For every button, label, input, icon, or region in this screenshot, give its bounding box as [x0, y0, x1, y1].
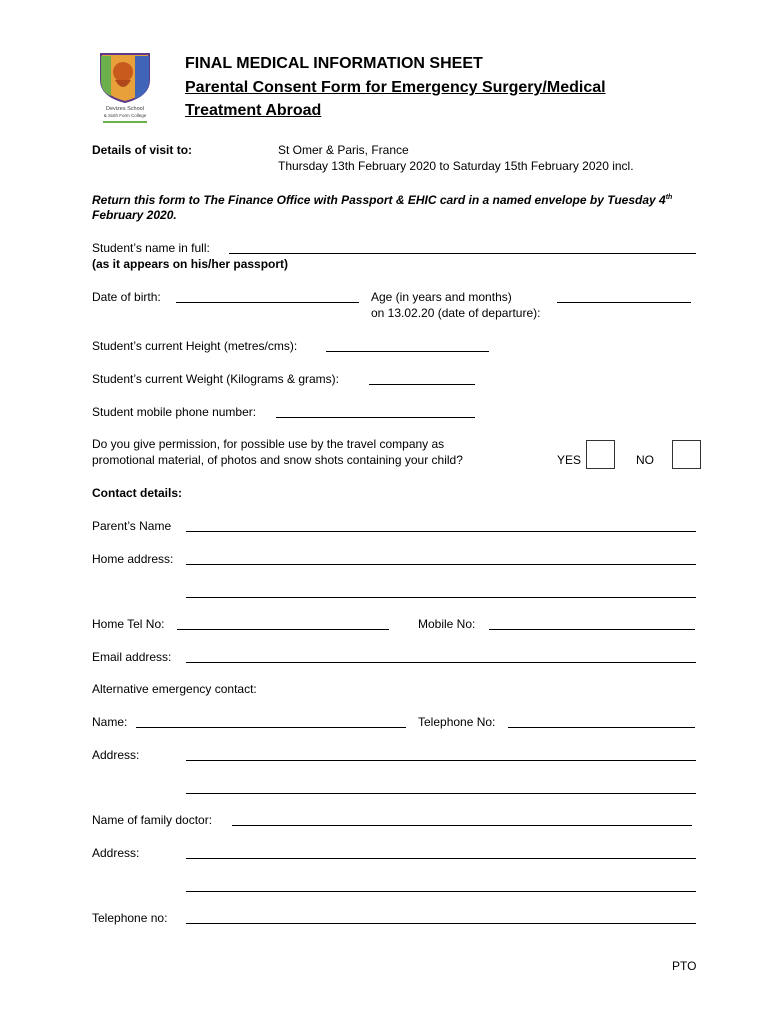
permission-question-line2: promotional material, of photos and snow shots containing your child?	[92, 453, 463, 467]
emergency-address-field-2[interactable]	[186, 793, 696, 794]
emergency-heading: Alternative emergency contact:	[92, 682, 257, 696]
emergency-name-field[interactable]	[136, 727, 406, 728]
yes-label: YES	[557, 453, 582, 467]
student-name-field[interactable]	[229, 253, 696, 254]
emergency-name-label: Name:	[92, 715, 128, 729]
page-title: FINAL MEDICAL INFORMATION SHEET	[185, 55, 483, 72]
doctor-telephone-field[interactable]	[186, 923, 696, 924]
home-address-field-2[interactable]	[186, 597, 696, 598]
contact-heading: Contact details:	[92, 486, 183, 500]
emergency-telephone-field[interactable]	[508, 727, 695, 728]
doctor-name-label: Name of family doctor:	[92, 813, 213, 827]
doctor-telephone-label: Telephone no:	[92, 911, 168, 925]
mobile-field[interactable]	[489, 629, 695, 630]
student-name-label: Student’s name in full:	[92, 241, 210, 255]
parent-name-label: Parent’s Name	[92, 519, 172, 533]
age-label-line2: on 13.02.20 (date of departure):	[371, 306, 541, 320]
doctor-address-field-1[interactable]	[186, 858, 696, 859]
dob-field[interactable]	[176, 302, 359, 303]
email-field[interactable]	[186, 662, 696, 663]
no-checkbox[interactable]	[672, 440, 701, 469]
student-name-note: (as it appears on his/her passport)	[92, 257, 289, 271]
doctor-address-label: Address:	[92, 846, 140, 860]
emergency-telephone-label: Telephone No:	[418, 715, 496, 729]
parent-name-field[interactable]	[186, 531, 696, 532]
no-label: NO	[636, 453, 654, 467]
visit-destination: St Omer & Paris, France	[278, 143, 409, 157]
crest-text-line1: Devizes School	[106, 106, 144, 112]
height-label: Student’s current Height (metres/cms):	[92, 339, 298, 353]
visit-dates: Thursday 13th February 2020 to Saturday 15th February 2020 incl.	[278, 159, 634, 173]
doctor-name-field[interactable]	[232, 825, 692, 826]
email-label: Email address:	[92, 650, 172, 664]
visit-label: Details of visit to:	[92, 143, 193, 157]
doctor-address-field-2[interactable]	[186, 891, 696, 892]
page-subtitle-line2: Treatment Abroad	[185, 102, 322, 119]
yes-checkbox[interactable]	[586, 440, 615, 469]
age-label-line1: Age (in years and months)	[371, 290, 512, 304]
home-tel-field[interactable]	[177, 629, 389, 630]
age-field[interactable]	[557, 302, 691, 303]
student-mobile-label: Student mobile phone number:	[92, 405, 257, 419]
home-tel-label: Home Tel No:	[92, 617, 165, 631]
weight-label: Student’s current Weight (Kilograms & grams):	[92, 372, 339, 386]
student-mobile-field[interactable]	[276, 417, 475, 418]
home-address-label: Home address:	[92, 552, 174, 566]
permission-question-line1: Do you give permission, for possible use by the travel company as	[92, 437, 445, 451]
crest-text-line2: & Sixth Form College	[103, 113, 147, 118]
emergency-address-label: Address:	[92, 748, 140, 762]
return-note-line2: February 2020.	[92, 208, 177, 222]
school-crest-logo	[95, 50, 155, 128]
dob-label: Date of birth:	[92, 290, 161, 304]
home-address-field-1[interactable]	[186, 564, 696, 565]
pto-label: PTO	[672, 959, 697, 973]
page-subtitle-line1: Parental Consent Form for Emergency Surgery/Medical	[185, 79, 606, 96]
mobile-label: Mobile No:	[418, 617, 476, 631]
return-note-line1: Return this form to The Finance Office with Passport & EHIC card in a named envelope by Tuesday 4th	[92, 193, 673, 207]
emergency-address-field-1[interactable]	[186, 760, 696, 761]
weight-field[interactable]	[369, 384, 475, 385]
height-field[interactable]	[326, 351, 489, 352]
